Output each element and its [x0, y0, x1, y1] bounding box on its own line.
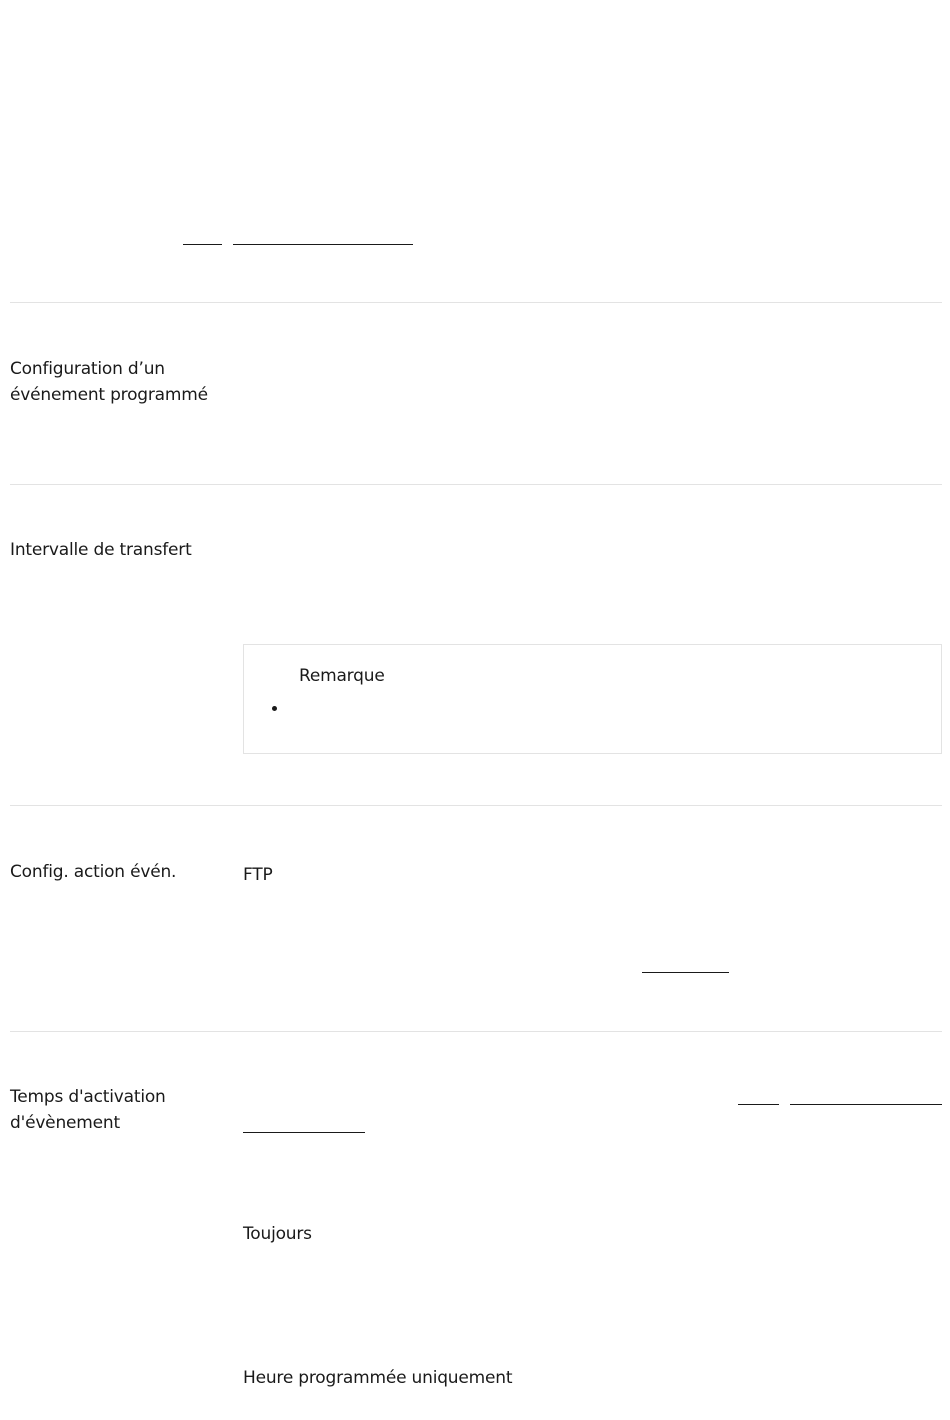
activation-link-long[interactable]	[790, 1104, 942, 1105]
intro-link-long[interactable]	[233, 244, 413, 245]
activation-link-short[interactable]	[738, 1104, 779, 1105]
option-always: Toujours	[243, 1224, 312, 1244]
event-action-heading: Config. action évén.	[10, 862, 177, 882]
option-scheduled-only: Heure programmée uniquement	[243, 1368, 513, 1388]
section-divider	[10, 805, 942, 806]
ftp-label: FTP	[243, 865, 273, 885]
note-title: Remarque	[299, 666, 385, 686]
activation-link-wrap[interactable]	[243, 1132, 365, 1133]
note-box	[243, 644, 942, 754]
note-bullet	[272, 706, 277, 711]
intro-link-short[interactable]	[183, 244, 222, 245]
event-action-link[interactable]	[642, 972, 729, 973]
scheduled-event-heading: Configuration d’un événement programmé	[10, 359, 208, 405]
activation-time-heading: Temps d'activation d'évènement	[10, 1087, 166, 1133]
section-divider	[10, 484, 942, 485]
section-divider	[10, 1031, 942, 1032]
section-divider	[10, 302, 942, 303]
transfer-interval-heading: Intervalle de transfert	[10, 540, 192, 560]
